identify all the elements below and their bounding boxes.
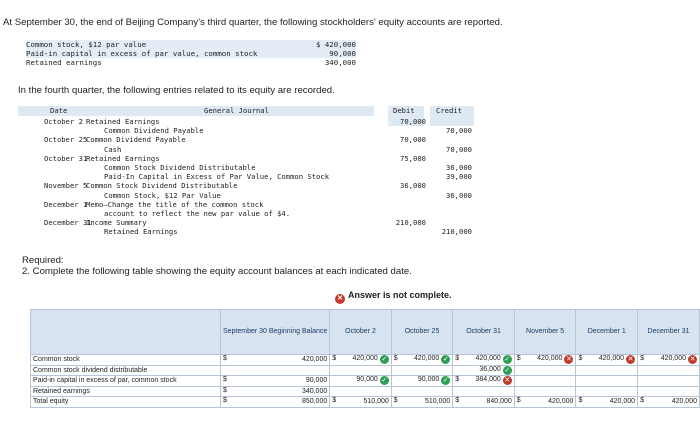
journal-date: October 25 (44, 135, 88, 145)
journal-debit: 70,000 (400, 135, 426, 145)
answer-input[interactable] (391, 397, 453, 408)
check-circle-icon: ✓ (442, 377, 449, 385)
dollar-sign: $ (578, 397, 583, 404)
journal-account: Common Dividend Payable (104, 126, 204, 136)
date-header: Date (50, 106, 68, 115)
beginning-balance-cell (220, 376, 329, 387)
amount-wrap (479, 366, 511, 375)
col-header: September 30 Beginning Balance (220, 310, 329, 355)
amount-value: 510,000 (363, 398, 389, 406)
dollar-sign: $ (332, 355, 337, 362)
general-journal (18, 106, 478, 238)
x-circle-icon: ✕ (689, 356, 696, 364)
journal-credit: 70,000 (446, 144, 472, 154)
col-header: October 31 (453, 310, 515, 355)
row-label: Total equity (31, 397, 221, 408)
journal-account: Retained Earnings (86, 117, 160, 126)
journal-debit: 36,000 (400, 181, 426, 191)
answer-input[interactable] (638, 376, 700, 387)
journal-credit: 70,000 (446, 126, 472, 136)
amount-value: 850,000 (301, 398, 328, 406)
account-row: Common stock, $12 par value $ 420,000 (26, 40, 356, 49)
required-title: Required: (22, 255, 64, 266)
answer-status-banner: ✕ Answer is not complete. (335, 290, 452, 304)
answer-input[interactable] (576, 365, 638, 376)
journal-date: November 5 (44, 181, 88, 191)
answer-input[interactable] (638, 386, 700, 397)
answer-input[interactable] (576, 376, 638, 387)
answer-input[interactable] (330, 397, 392, 408)
answer-input[interactable] (330, 376, 392, 387)
dollar-sign: $ (455, 376, 460, 383)
journal-intro: In the fourth quarter, the following entries related to its equity are recorded. (18, 85, 335, 96)
answer-input[interactable] (576, 355, 638, 366)
answer-input[interactable] (453, 376, 515, 387)
dollar-sign: $ (516, 397, 521, 404)
journal-account: Cash (104, 144, 122, 154)
answer-input[interactable] (391, 365, 453, 376)
check-circle-icon: ✓ (504, 356, 511, 364)
answer-input[interactable] (576, 397, 638, 408)
answer-input[interactable] (638, 365, 700, 376)
journal-account: Common Stock Dividend Distributable (86, 181, 238, 191)
amount-wrap (302, 398, 327, 405)
amount-wrap (306, 377, 327, 384)
beginning-balance-cell (220, 365, 329, 376)
journal-row (18, 218, 478, 227)
journal-row (18, 227, 478, 236)
amount-value: 420,000 (609, 398, 636, 406)
dollar-sign: $ (393, 355, 398, 362)
journal-account: Common Dividend Payable (86, 135, 186, 145)
account-row: Retained earnings 340,000 (26, 58, 356, 67)
col-header: October 2 (330, 310, 392, 355)
amount-value: 420,000 (475, 355, 501, 363)
answer-input[interactable] (514, 397, 576, 408)
required-text: 2. Complete the following table showing the equity account balances at each indicated date. (22, 266, 412, 277)
dollar-sign: $ (640, 355, 644, 362)
amount-value: 340,000 (301, 387, 328, 395)
journal-account: Income Summary (86, 218, 147, 228)
col-header: November 5 (514, 310, 576, 355)
journal-date: December 1 (44, 199, 88, 209)
dollar-sign: $ (455, 397, 460, 404)
journal-credit: 36,000 (446, 163, 472, 172)
amount-wrap (486, 398, 511, 405)
amount-value: 90,000 (417, 376, 440, 384)
journal-row (18, 154, 478, 163)
dollar-sign: $ (332, 397, 337, 404)
col-header: December 31 (638, 310, 700, 355)
journal-row (18, 209, 478, 218)
amount-wrap (610, 398, 635, 405)
amount-wrap (418, 376, 450, 385)
journal-credit: 39,000 (446, 172, 472, 182)
col-header: October 25 (391, 310, 453, 355)
row-label: Paid-in capital in excess of par, common stock (31, 376, 221, 387)
amount-wrap (425, 398, 450, 405)
answer-input[interactable] (391, 386, 453, 397)
x-circle-icon: ✕ (335, 294, 345, 304)
amount-value: 420,000 (352, 355, 378, 363)
table-row (31, 386, 700, 397)
answer-input[interactable] (391, 376, 453, 387)
journal-date: October 31 (44, 153, 88, 163)
answer-input[interactable] (514, 376, 576, 387)
answer-input[interactable] (638, 355, 700, 366)
answer-input[interactable] (514, 355, 576, 366)
answer-input[interactable] (330, 355, 392, 366)
check-circle-icon: ✓ (381, 377, 388, 385)
amount-wrap (599, 355, 635, 364)
journal-row (18, 200, 478, 209)
amount-wrap (356, 376, 388, 385)
amount-wrap (352, 355, 388, 364)
table-row (31, 376, 700, 387)
dollar-sign: $ (222, 376, 227, 383)
equity-balances-table (30, 309, 700, 408)
journal-account: Common Stock Dividend Distributable (104, 163, 256, 172)
journal-account: Retained Earnings (86, 153, 160, 163)
beginning-balance-cell (220, 397, 329, 408)
journal-account: Paid-In Capital in Excess of Par Value, Common Stock (104, 172, 330, 182)
answer-input[interactable] (514, 365, 576, 376)
dollar-sign: $ (222, 386, 227, 394)
journal-header-band (18, 106, 374, 116)
problem-intro: At September 30, the end of Beijing Company's third quarter, the following stockholders' equity accounts are reported. (3, 17, 503, 28)
journal-row (18, 181, 478, 190)
row-label: Common stock (31, 355, 221, 366)
amount-value: 840,000 (486, 398, 512, 406)
journal-row (18, 135, 478, 144)
amount-value: 420,000 (413, 355, 440, 363)
amount-wrap (548, 398, 573, 405)
dollar-sign: $ (640, 397, 644, 404)
dollar-sign: $ (222, 355, 227, 362)
answer-input[interactable] (514, 386, 576, 397)
journal-account: Retained Earnings (104, 227, 178, 237)
amount-value: 420,000 (548, 398, 574, 406)
account-balances (26, 40, 356, 67)
answer-input[interactable] (453, 355, 515, 366)
journal-credit: 210,000 (441, 227, 472, 237)
journal-row (18, 172, 478, 181)
answer-input[interactable] (638, 397, 700, 408)
journal-account: account to reflect the new par value of $4. (104, 209, 291, 218)
amount-wrap (537, 355, 573, 364)
amount-value: 420,000 (671, 398, 697, 406)
amount-wrap (672, 398, 697, 405)
check-circle-icon: ✓ (442, 356, 449, 364)
answer-input[interactable] (453, 386, 515, 397)
dollar-sign: $ (222, 397, 227, 404)
answer-input[interactable] (391, 355, 453, 366)
answer-input[interactable] (453, 365, 515, 376)
dollar-sign: $ (516, 355, 521, 362)
beginning-balance-cell (220, 355, 329, 366)
dollar-sign: $ (393, 397, 398, 404)
amount-wrap (475, 376, 511, 385)
journal-row (18, 126, 478, 135)
amount-value: 36,000 (479, 365, 501, 373)
table-row (31, 397, 700, 408)
journal-account: Memo–Change the title of the common stock (86, 199, 264, 209)
table-row (31, 365, 700, 376)
amount-value: 90,000 (305, 377, 328, 385)
amount-wrap (475, 355, 511, 364)
amount-value: 420,000 (598, 355, 625, 363)
row-label: Retained earnings (31, 386, 221, 397)
dollar-sign: $ (455, 355, 460, 362)
journal-account: Common Stock, $12 Par Value (104, 190, 221, 200)
amount-value: 420,000 (660, 355, 686, 363)
amount-wrap (363, 398, 388, 405)
check-circle-icon: ✓ (381, 356, 388, 364)
debit-header: Debit (393, 106, 415, 115)
answer-input[interactable] (576, 386, 638, 397)
journal-credit: 36,000 (446, 190, 472, 200)
amount-wrap (302, 356, 327, 363)
answer-input[interactable] (330, 365, 392, 376)
beginning-balance-cell (220, 386, 329, 397)
journal-debit: 210,000 (395, 218, 426, 228)
amount-value: 420,000 (537, 355, 563, 363)
amount-wrap (302, 388, 327, 395)
journal-debit: 70,000 (400, 117, 426, 126)
journal-date: October 2 (44, 117, 83, 126)
journal-row (18, 191, 478, 200)
journal-debit: 75,000 (400, 153, 426, 163)
amount-value: 510,000 (424, 398, 451, 406)
amount-value: 384,000 (475, 376, 501, 384)
amount-wrap (414, 355, 450, 364)
amount-wrap (661, 355, 697, 364)
row-label: Common stock dividend distributable (31, 365, 221, 376)
table-row (31, 355, 700, 366)
journal-row (18, 145, 478, 154)
journal-date: December 31 (44, 218, 92, 228)
col-header: December 1 (576, 310, 638, 355)
corner-header (31, 310, 221, 355)
answer-input[interactable] (330, 386, 392, 397)
check-circle-icon: ✓ (504, 366, 511, 374)
amount-value: 90,000 (356, 376, 378, 384)
x-circle-icon: ✕ (566, 356, 572, 364)
journal-row (18, 117, 478, 126)
dollar-sign: $ (578, 355, 583, 362)
journal-header: General Journal (204, 106, 269, 115)
credit-header: Credit (436, 106, 462, 115)
x-circle-icon: ✕ (627, 356, 634, 364)
journal-row (18, 163, 478, 172)
answer-input[interactable] (453, 397, 515, 408)
account-row: Paid-in capital in excess of par value, common stock 90,000 (26, 49, 356, 58)
amount-value: 420,000 (301, 356, 328, 364)
x-circle-icon: ✕ (504, 377, 511, 385)
